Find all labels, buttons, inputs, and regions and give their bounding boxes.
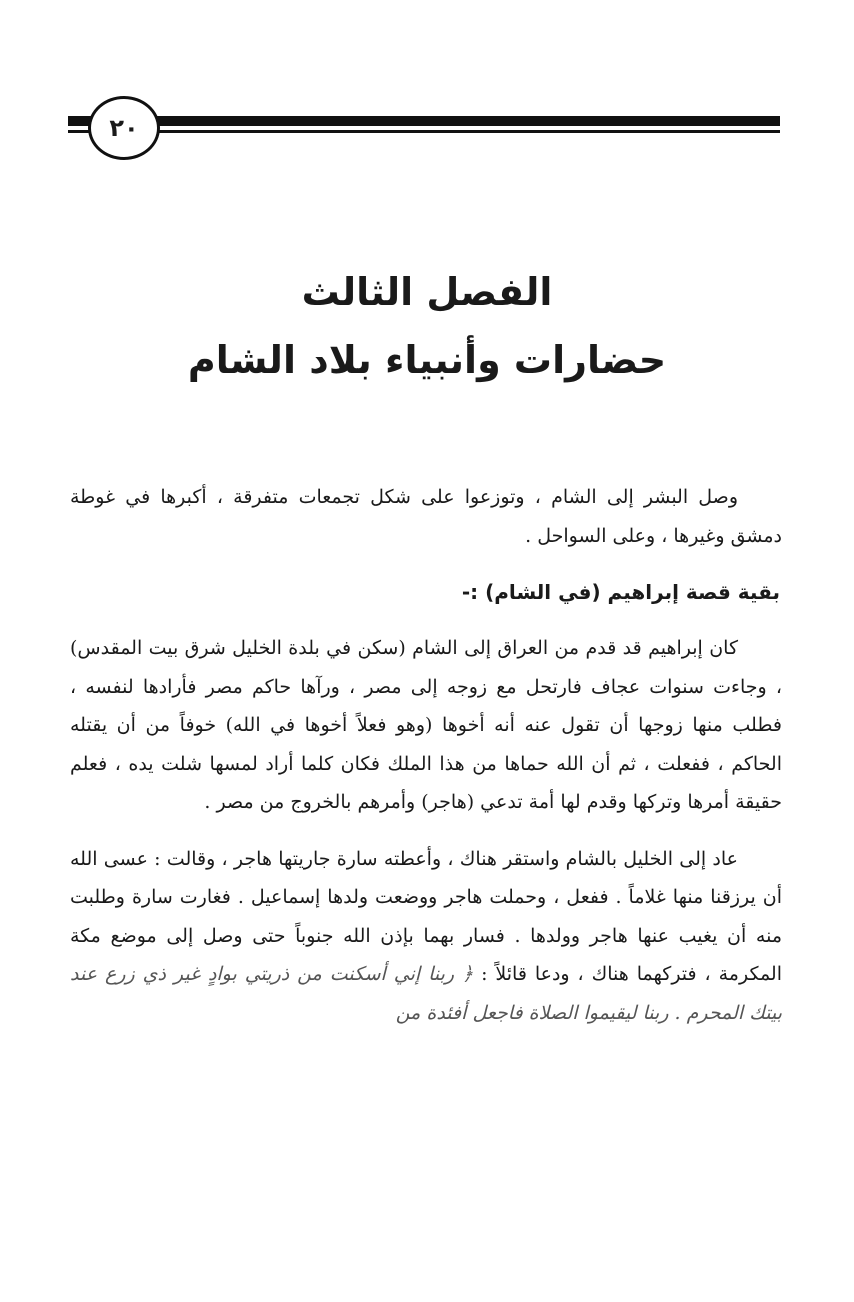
spacer	[70, 555, 782, 573]
chapter-titles	[0, 262, 854, 390]
intro-text: وصل البشر إلى الشام ، وتوزعوا على شكل تجمعات متفرقة ، أكبرها في غوطة دمشق وغيرها ، وعلى السواحل .	[70, 486, 782, 547]
page-number: ٢٠	[88, 96, 160, 160]
spacer	[70, 611, 782, 629]
section-heading: بقية قصة إبراهيم (في الشام) :-	[461, 580, 780, 604]
chapter-title: الفصل الثالث	[301, 270, 553, 314]
header-thick-rule	[68, 116, 780, 126]
paragraph-2-text: عاد إلى الخليل بالشام واستقر هناك ، وأعطته سارة جاريتها هاجر ، وقالت : عسى الله أن يرزقنا منها غلاماً . ففعل ، وحملت هاجر ووضعت ولدها إسماعيل . فغارت سارة وطلبت منه أن يغيب عنها هاجر وولدها . فسار بهما بإذن الله جنوباً حتى وصل إلى موضع مكة المكرمة ، فتركهما هناك ، ودعا قائلاً :	[70, 847, 783, 985]
page-header	[68, 96, 780, 158]
header-thin-rule	[68, 130, 780, 133]
paragraph-1: كان إبراهيم قد قدم من العراق إلى الشام (سكن في بلدة الخليل شرق بيت المقدس) ، وجاءت سنوات عجاف فارتحل مع زوجه إلى مصر ، ورآها حاكم مصر فأرادها لنفسه ، فطلب منها زوجها أن تقول عنه أنه أخوها (وهو فعلاً أخوها في الله) خوفاً من أن يقتله الحاكم ، ففعلت ، ثم أن الله حماها من هذا الملك فكان كلما أراد لمسها شلت يده ، فعلم حقيقة أمرها وتركها وقدم لها أمة تدعي (هاجر) وأمرهم بالخروج من مصر .	[70, 637, 782, 813]
spacer	[70, 822, 782, 840]
quran-quote: ﴿ ربنا إني أسكنت من ذريتي بوادٍ غير ذي زرع عند بيتك المحرم . ربنا ليقيموا الصلاة فاجعل أفئدة من	[70, 963, 782, 1024]
intro-paragraph	[70, 478, 782, 555]
body-content	[70, 478, 782, 1032]
paragraph-2	[70, 840, 782, 1033]
chapter-subtitle: حضارات وأنبياء بلاد الشام	[187, 338, 667, 382]
